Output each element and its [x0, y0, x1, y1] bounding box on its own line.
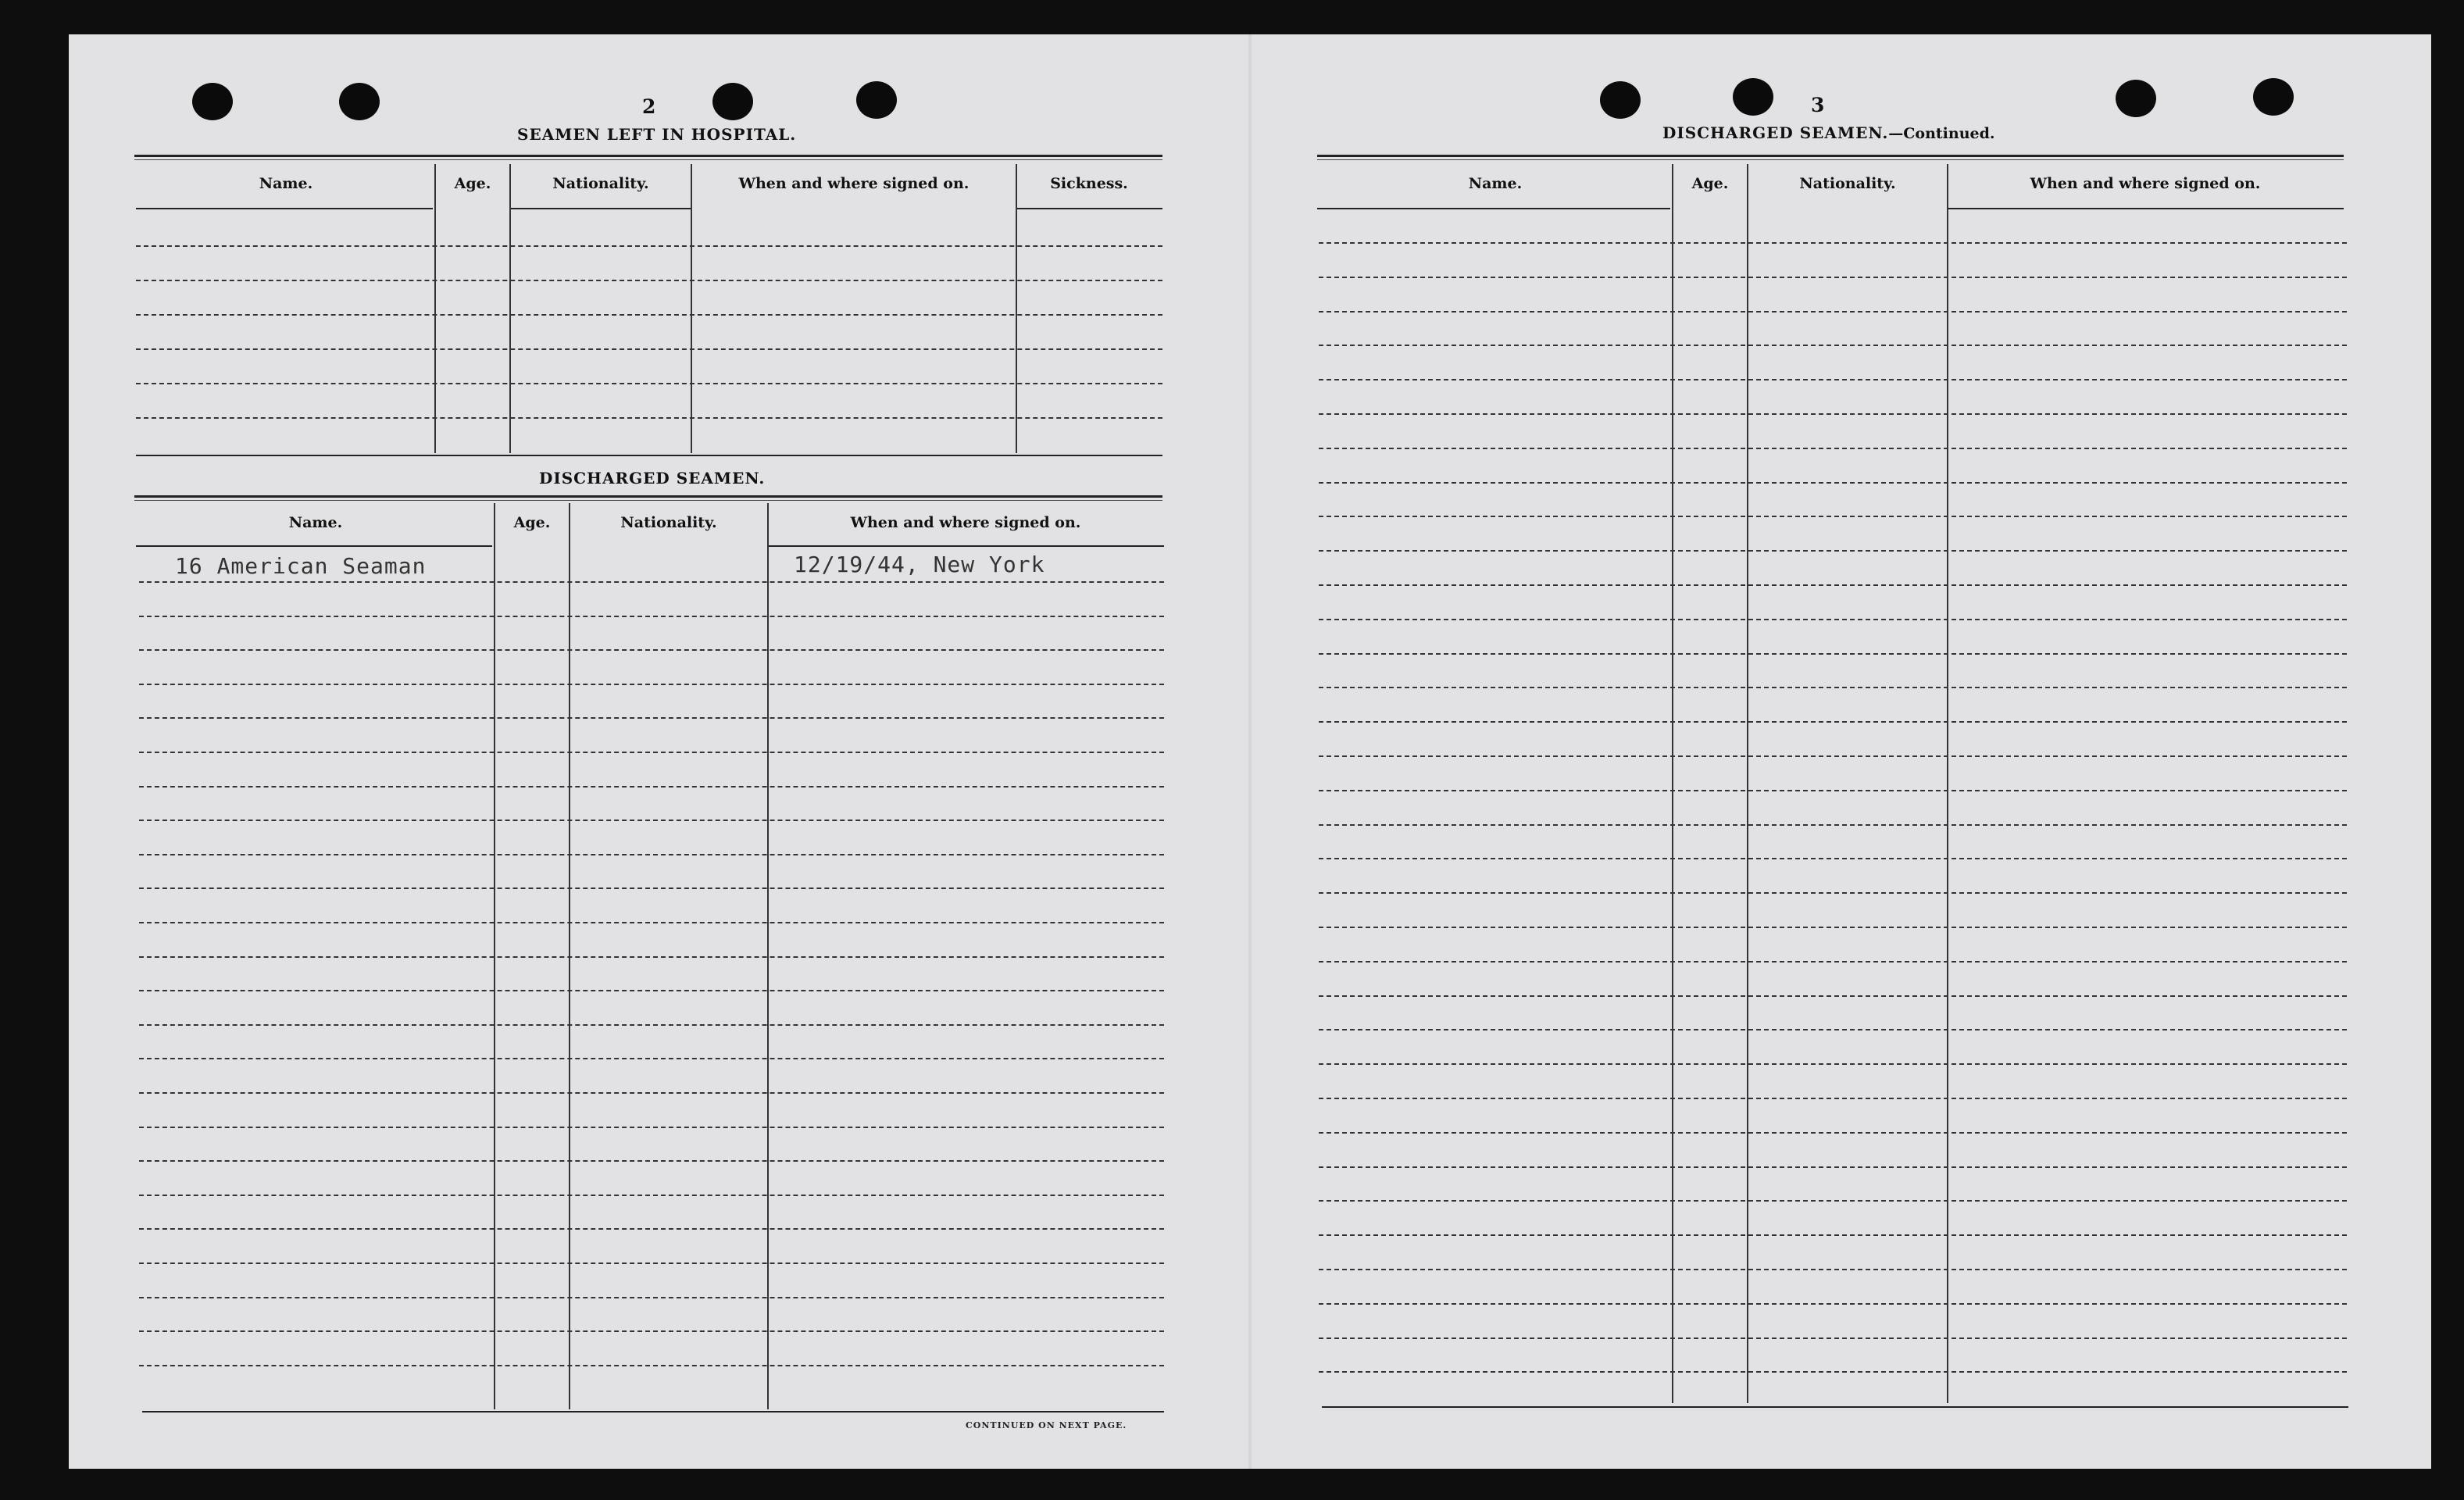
table-row [136, 417, 1162, 419]
column-header-signed-on: When and where signed on. [2030, 175, 2261, 192]
table-bottom-rule [1322, 1406, 2348, 1408]
table-row [1319, 1371, 2347, 1373]
table-row [1319, 1166, 2347, 1168]
column-header-signed-on: When and where signed on. [850, 514, 1081, 531]
column-header-nationality: Nationality. [1799, 175, 1896, 192]
page-gutter [1248, 34, 1252, 1469]
continued-suffix: —Continued. [1888, 125, 1995, 142]
table-row [1319, 721, 2347, 723]
table-row [136, 383, 1162, 384]
hospital-section-title: SEAMEN LEFT IN HOSPITAL. [517, 125, 797, 144]
column-divider [1016, 164, 1017, 453]
table-row [139, 1365, 1164, 1366]
table-row [1319, 1303, 2347, 1305]
table-row [136, 348, 1162, 350]
table-row [139, 786, 1164, 788]
table-row [1319, 790, 2347, 791]
table-row [1319, 824, 2347, 826]
table-row [1319, 1063, 2347, 1065]
table-row [1319, 277, 2347, 278]
column-divider [1672, 164, 1673, 1403]
table-row [139, 1330, 1164, 1332]
table-row [1319, 1269, 2347, 1270]
signed-on-value: 12/19/44, New York [794, 552, 1045, 577]
table-row [139, 888, 1164, 889]
punch-hole [339, 83, 380, 120]
header-underline [1948, 208, 2344, 209]
table-row [139, 1262, 1164, 1264]
table-row [1319, 687, 2347, 688]
column-divider [1747, 164, 1748, 1403]
table-top-rule [134, 155, 1162, 160]
table-row [139, 1297, 1164, 1298]
punch-hole [1600, 81, 1641, 119]
header-underline [1017, 208, 1162, 209]
table-row [139, 616, 1164, 617]
table-row [139, 990, 1164, 991]
punch-hole [1733, 78, 1773, 116]
table-bottom-rule [142, 1411, 1164, 1412]
column-header-age: Age. [513, 514, 551, 531]
column-header-age: Age. [454, 175, 491, 192]
header-underline [136, 545, 492, 547]
table-row [139, 956, 1164, 958]
column-header-sickness: Sickness. [1050, 175, 1128, 192]
table-row [1319, 755, 2347, 757]
table-row [1319, 619, 2347, 620]
header-underline [511, 208, 691, 209]
table-row [1319, 448, 2347, 449]
table-row [139, 820, 1164, 821]
table-row [1319, 653, 2347, 655]
column-header-name: Name. [288, 514, 343, 531]
table-row [1319, 242, 2347, 244]
header-underline [1317, 208, 1670, 209]
table-row [1319, 1200, 2347, 1202]
table-row [1319, 892, 2347, 894]
table-row [1319, 858, 2347, 859]
seaman-name: 16 American Seaman [175, 553, 427, 579]
column-header-name: Name. [259, 175, 313, 192]
header-underline [136, 208, 433, 209]
right-page [1250, 34, 2431, 1469]
table-row [139, 1127, 1164, 1128]
table-row [1319, 379, 2347, 380]
table-row [139, 854, 1164, 855]
column-divider [509, 164, 511, 453]
continued-footer: CONTINUED ON NEXT PAGE. [966, 1420, 1127, 1430]
table-row [1319, 345, 2347, 346]
table-row [1319, 1132, 2347, 1134]
column-header-nationality: Nationality. [620, 514, 717, 531]
table-row [1319, 1338, 2347, 1339]
column-header-signed-on: When and where signed on. [738, 175, 970, 192]
table-row [1319, 482, 2347, 484]
column-header-name: Name. [1468, 175, 1523, 192]
table-row [139, 752, 1164, 753]
table-row [1319, 584, 2347, 586]
discharged-continued-title: DISCHARGED SEAMEN.—Continued. [1662, 123, 1995, 142]
page-number: 2 [642, 95, 656, 118]
punch-hole [2253, 78, 2294, 116]
column-divider [691, 164, 692, 453]
table-row [139, 1228, 1164, 1230]
punch-hole [2116, 80, 2156, 117]
document-sheet [69, 34, 2431, 1469]
table-row [136, 314, 1162, 316]
table-row [1319, 1098, 2347, 1099]
punch-hole [192, 83, 233, 120]
table-row [139, 1024, 1164, 1026]
column-divider [434, 164, 436, 453]
table-row [1319, 516, 2347, 517]
left-page [69, 34, 1272, 1469]
table-row [139, 1160, 1164, 1162]
table-row [139, 581, 1164, 583]
table-row [139, 1058, 1164, 1059]
column-header-nationality: Nationality. [552, 175, 649, 192]
column-divider [1947, 164, 1948, 1403]
table-row [1319, 927, 2347, 928]
punch-hole [712, 83, 753, 120]
table-row [139, 684, 1164, 685]
table-row [139, 717, 1164, 719]
table-row [139, 649, 1164, 651]
table-row [1319, 311, 2347, 312]
table-row [139, 922, 1164, 923]
table-row [1319, 1029, 2347, 1030]
table-top-rule [134, 495, 1162, 501]
table-top-rule [1317, 155, 2344, 160]
table-row [1319, 413, 2347, 415]
table-row [1319, 1234, 2347, 1236]
table-row [136, 280, 1162, 281]
discharged-section-title: DISCHARGED SEAMEN. [539, 469, 766, 488]
table-row [1319, 995, 2347, 997]
table-row [1319, 550, 2347, 552]
table-row [136, 245, 1162, 247]
table-row [139, 1195, 1164, 1196]
punch-hole [856, 81, 897, 119]
page-number: 3 [1811, 94, 1825, 116]
header-underline [769, 545, 1164, 547]
table-row [139, 1092, 1164, 1094]
table-row [1319, 961, 2347, 962]
column-header-age: Age. [1691, 175, 1729, 192]
table-bottom-rule [136, 455, 1162, 456]
